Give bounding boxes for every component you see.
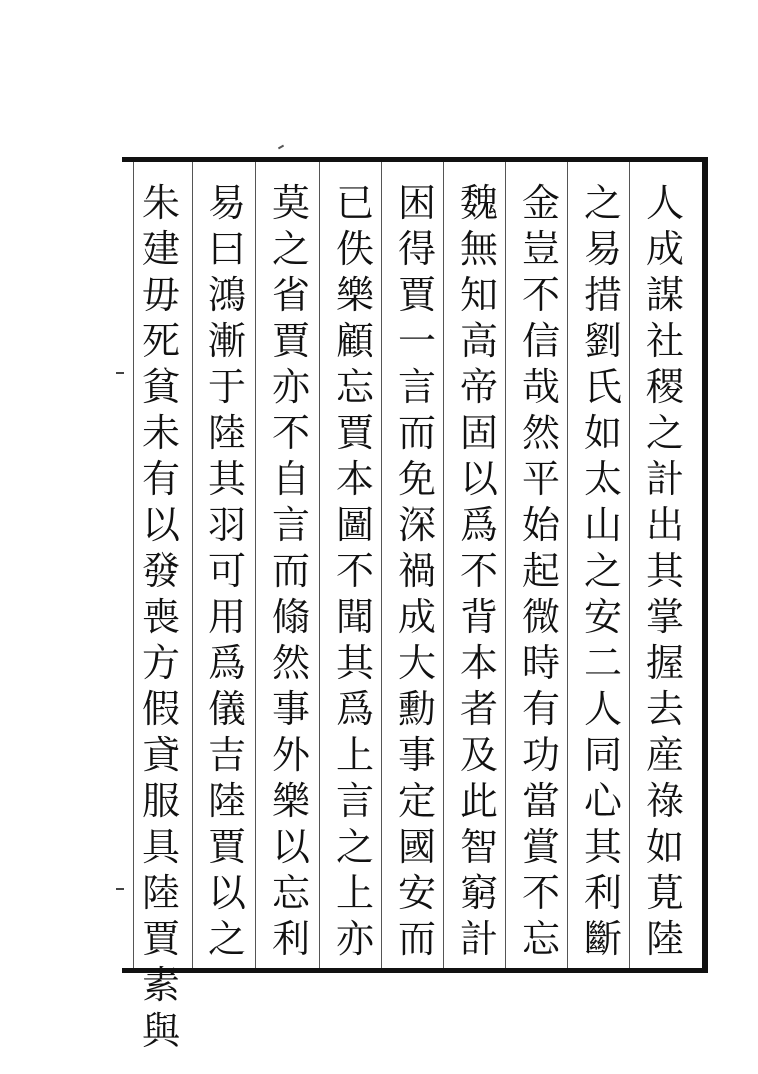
text-char: 方: [141, 641, 180, 685]
text-char: 功: [521, 733, 560, 777]
text-char: 爲: [207, 641, 246, 685]
column-rule: [192, 162, 193, 968]
text-char: 佚: [335, 227, 374, 271]
text-char: 不: [521, 273, 560, 317]
text-char: 免: [397, 457, 436, 501]
text-char: 人: [583, 687, 622, 731]
text-char: 二: [583, 641, 622, 685]
text-char: 本: [335, 457, 374, 501]
text-char: 羽: [207, 503, 246, 547]
text-char: 忘: [271, 871, 310, 915]
text-char: 窮: [459, 871, 498, 915]
text-char: 之: [207, 917, 246, 961]
text-char: 賈: [207, 825, 246, 869]
text-char: 無: [459, 227, 498, 271]
text-char: 賞: [521, 825, 560, 869]
text-char: 而: [271, 549, 310, 593]
text-char: 上: [335, 871, 374, 915]
text-char: 之: [271, 227, 310, 271]
text-char: 其: [207, 457, 246, 501]
text-column-3: [514, 180, 568, 962]
text-char: 當: [521, 779, 560, 823]
text-char: 毋: [141, 273, 180, 317]
text-char: 忘: [335, 365, 374, 409]
text-char: 貧: [141, 365, 180, 409]
text-char: 曰: [207, 227, 246, 271]
text-char: 計: [645, 457, 684, 501]
text-char: 不: [271, 411, 310, 455]
text-char: 外: [271, 733, 310, 777]
text-char: 平: [521, 457, 560, 501]
text-char: 太: [583, 457, 622, 501]
text-char: 易: [583, 227, 622, 271]
text-char: 然: [521, 411, 560, 455]
text-char: 朱: [141, 181, 180, 225]
text-char: 及: [459, 733, 498, 777]
text-char: 之: [335, 825, 374, 869]
text-column-8: [200, 180, 254, 962]
text-column-6: [328, 180, 382, 962]
text-char: 陸: [207, 411, 246, 455]
text-char: 亦: [271, 365, 310, 409]
text-char: 之: [645, 411, 684, 455]
text-char: 未: [141, 411, 180, 455]
text-char: 以: [207, 871, 246, 915]
text-char: 事: [397, 733, 436, 777]
text-char: 吉: [207, 733, 246, 777]
text-char: 假: [141, 687, 180, 731]
text-char: 陸: [141, 871, 180, 915]
ink-mark: [278, 145, 284, 150]
text-char: 服: [141, 779, 180, 823]
text-char: 帝: [459, 365, 498, 409]
text-char: 其: [335, 641, 374, 685]
text-char: 莧: [645, 871, 684, 915]
text-char: 安: [583, 595, 622, 639]
text-column-2: [576, 180, 630, 962]
text-char: 勳: [397, 687, 436, 731]
text-char: 有: [521, 687, 560, 731]
text-char: 自: [271, 457, 310, 501]
text-char: 不: [521, 871, 560, 915]
text-char: 成: [645, 227, 684, 271]
text-char: 以: [141, 503, 180, 547]
text-char: 微: [521, 595, 560, 639]
text-char: 謀: [645, 273, 684, 317]
text-char: 陸: [645, 917, 684, 961]
text-column-7: [264, 180, 318, 962]
text-char: 樂: [271, 779, 310, 823]
text-char: 國: [397, 825, 436, 869]
text-char: 計: [459, 917, 498, 961]
text-char: 然: [271, 641, 310, 685]
text-char: 省: [271, 273, 310, 317]
text-char: 陸: [207, 779, 246, 823]
text-char: 出: [645, 503, 684, 547]
text-char: 握: [645, 641, 684, 685]
text-char: 人: [645, 181, 684, 225]
text-column-10: [134, 180, 188, 1054]
text-char: 發: [141, 549, 180, 593]
text-char: 始: [521, 503, 560, 547]
text-char: 如: [645, 825, 684, 869]
text-char: 者: [459, 687, 498, 731]
text-char: 豈: [521, 227, 560, 271]
column-rule: [255, 162, 256, 968]
text-char: 圖: [335, 503, 374, 547]
text-char: 賈: [271, 319, 310, 363]
text-char: 翛: [271, 595, 310, 639]
text-char: 深: [397, 503, 436, 547]
text-char: 定: [397, 779, 436, 823]
text-char: 高: [459, 319, 498, 363]
text-char: 聞: [335, 595, 374, 639]
text-char: 魏: [459, 181, 498, 225]
text-char: 此: [459, 779, 498, 823]
text-char: 漸: [207, 319, 246, 363]
text-char: 本: [459, 641, 498, 685]
text-column-4: [452, 180, 506, 962]
text-char: 成: [397, 595, 436, 639]
text-char: 掌: [645, 595, 684, 639]
text-char: 素: [141, 963, 180, 1007]
text-char: 其: [645, 549, 684, 593]
text-char: 賈: [141, 917, 180, 961]
text-char: 樂: [335, 273, 374, 317]
text-char: 信: [521, 319, 560, 363]
text-char: 于: [207, 365, 246, 409]
text-char: 哉: [521, 365, 560, 409]
text-char: 而: [397, 917, 436, 961]
text-frame: [122, 157, 708, 1053]
text-char: 賈: [397, 273, 436, 317]
text-char: 貣: [141, 733, 180, 777]
text-char: 以: [271, 825, 310, 869]
text-char: 山: [583, 503, 622, 547]
text-char: 而: [397, 411, 436, 455]
text-char: 言: [271, 503, 310, 547]
text-char: 劉: [583, 319, 622, 363]
text-char: 不: [335, 549, 374, 593]
text-char: 莫: [271, 181, 310, 225]
text-char: 與: [141, 1009, 180, 1053]
text-char: 爲: [459, 503, 498, 547]
text-char: 稷: [645, 365, 684, 409]
text-char: 智: [459, 825, 498, 869]
text-char: 一: [397, 319, 436, 363]
text-char: 喪: [141, 595, 180, 639]
text-char: 社: [645, 319, 684, 363]
text-char: 忘: [521, 917, 560, 961]
text-char: 亦: [335, 917, 374, 961]
text-char: 固: [459, 411, 498, 455]
text-char: 得: [397, 227, 436, 271]
text-char: 背: [459, 595, 498, 639]
text-char: 金: [521, 181, 560, 225]
text-column-1: [638, 180, 692, 962]
text-column-5: [390, 180, 444, 962]
text-char: 利: [583, 871, 622, 915]
text-char: 上: [335, 733, 374, 777]
text-char: 可: [207, 549, 246, 593]
text-char: 氏: [583, 365, 622, 409]
text-char: 同: [583, 733, 622, 777]
text-char: 建: [141, 227, 180, 271]
text-char: 安: [397, 871, 436, 915]
text-char: 賈: [335, 411, 374, 455]
text-char: 儀: [207, 687, 246, 731]
text-char: 去: [645, 687, 684, 731]
text-char: 有: [141, 457, 180, 501]
column-rule: [319, 162, 320, 968]
text-char: 不: [459, 549, 498, 593]
text-char: 措: [583, 273, 622, 317]
text-char: 之: [583, 549, 622, 593]
text-char: 顧: [335, 319, 374, 363]
text-char: 已: [335, 181, 374, 225]
text-char: 之: [583, 181, 622, 225]
text-char: 斷: [583, 917, 622, 961]
text-char: 困: [397, 181, 436, 225]
text-char: 其: [583, 825, 622, 869]
text-char: 心: [583, 779, 622, 823]
text-char: 言: [335, 779, 374, 823]
text-char: 起: [521, 549, 560, 593]
text-char: 時: [521, 641, 560, 685]
text-char: 用: [207, 595, 246, 639]
text-char: 利: [271, 917, 310, 961]
text-char: 鴻: [207, 273, 246, 317]
text-char: 祿: [645, 779, 684, 823]
text-char: 大: [397, 641, 436, 685]
text-char: 易: [207, 181, 246, 225]
text-char: 産: [645, 733, 684, 777]
text-char: 以: [459, 457, 498, 501]
text-char: 死: [141, 319, 180, 363]
text-char: 知: [459, 273, 498, 317]
text-char: 具: [141, 825, 180, 869]
text-char: 言: [397, 365, 436, 409]
text-char: 禍: [397, 549, 436, 593]
text-char: 事: [271, 687, 310, 731]
text-char: 如: [583, 411, 622, 455]
text-char: 爲: [335, 687, 374, 731]
